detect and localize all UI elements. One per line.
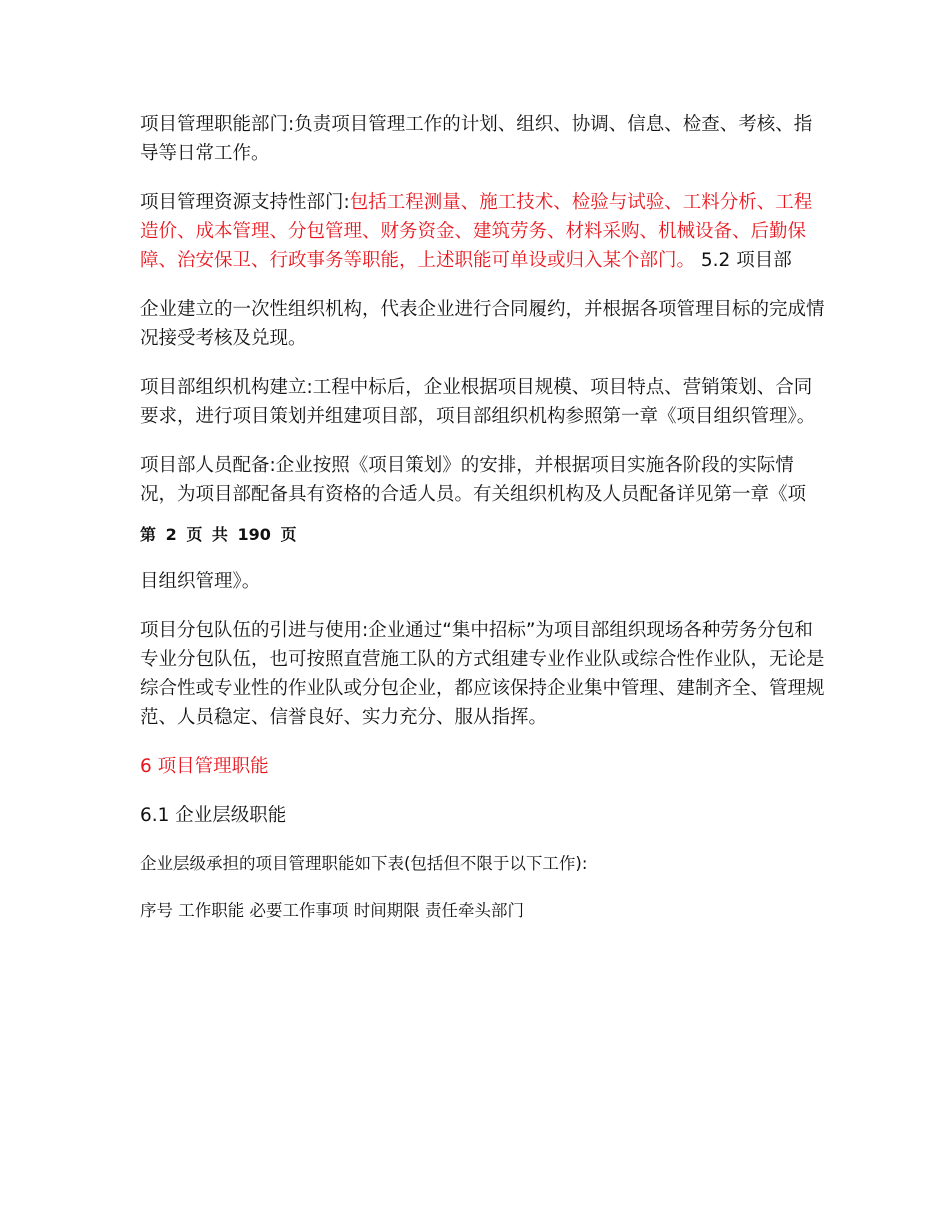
table-intro-text: 企业层级承担的项目管理职能如下表(包括但不限于以下工作): bbox=[140, 854, 588, 873]
footer-label-pre: 第 bbox=[140, 525, 157, 544]
resource-support-red-text: 包括工程测量、施工技术、检验与试验、工料分析、工程造价、成本管理、分包管理、财务资金、建筑劳务、材料采购、机械设备、后勤保障、治安保卫、行政事务等职能，上述职能可单设或归入某个部门。 bbox=[140, 192, 813, 271]
paragraph-project-dept-definition: 企业建立的一次性组织机构，代表企业进行合同履约，并根据各项管理目标的完成情况接受考核及兑现。 bbox=[140, 299, 825, 349]
resource-support-label: 项目管理资源支持性部门: bbox=[140, 192, 350, 213]
footer-total-pages: 190 bbox=[237, 525, 271, 544]
paragraph-resource-support-dept bbox=[140, 188, 830, 275]
paragraph-project-dept-setup: 项目部组织机构建立:工程中标后，企业根据项目规模、项目特点、营销策划、合同要求，进行项目策划并组建项目部，项目部组织机构参照第一章《项目组织管理》。 bbox=[140, 377, 816, 427]
section-6-heading: 6 项目管理职能 bbox=[140, 756, 269, 777]
table-header-row: 序号 工作职能 必要工作事项 时间期限 责任牵头部门 bbox=[140, 901, 524, 920]
paragraph-project-staffing: 项目部人员配备:企业按照《项目策划》的安排，并根据项目实施各阶段的实际情况，为项目部配备具有资格的合适人员。有关组织机构及人员配备详见第一章《项 bbox=[140, 455, 807, 505]
footer-label-mid: 页 共 bbox=[186, 525, 228, 544]
document-page bbox=[140, 110, 830, 944]
footer-label-post: 页 bbox=[280, 525, 297, 544]
section-6-1-heading: 6.1 企业层级职能 bbox=[140, 805, 287, 826]
footer-page-number: 2 bbox=[165, 525, 177, 544]
page-footer bbox=[140, 523, 830, 547]
section-5-2-inline-heading: 5.2 项目部 bbox=[695, 250, 792, 271]
paragraph-continuation: 目组织管理》。 bbox=[140, 571, 261, 592]
paragraph-management-dept: 项目管理职能部门:负责项目管理工作的计划、组织、协调、信息、检查、考核、指导等日常工作。 bbox=[140, 114, 813, 164]
paragraph-subcontract-teams: 项目分包队伍的引进与使用:企业通过“集中招标”为项目部组织现场各种劳务分包和专业分包队伍，也可按照直营施工队的方式组建专业作业队或综合性作业队，无论是综合性或专业性的作业队或分包企业，都应该保持企业集中管理、建制齐全、管理规范、人员稳定、信誉良好、实力充分、服从指挥。 bbox=[140, 620, 825, 728]
